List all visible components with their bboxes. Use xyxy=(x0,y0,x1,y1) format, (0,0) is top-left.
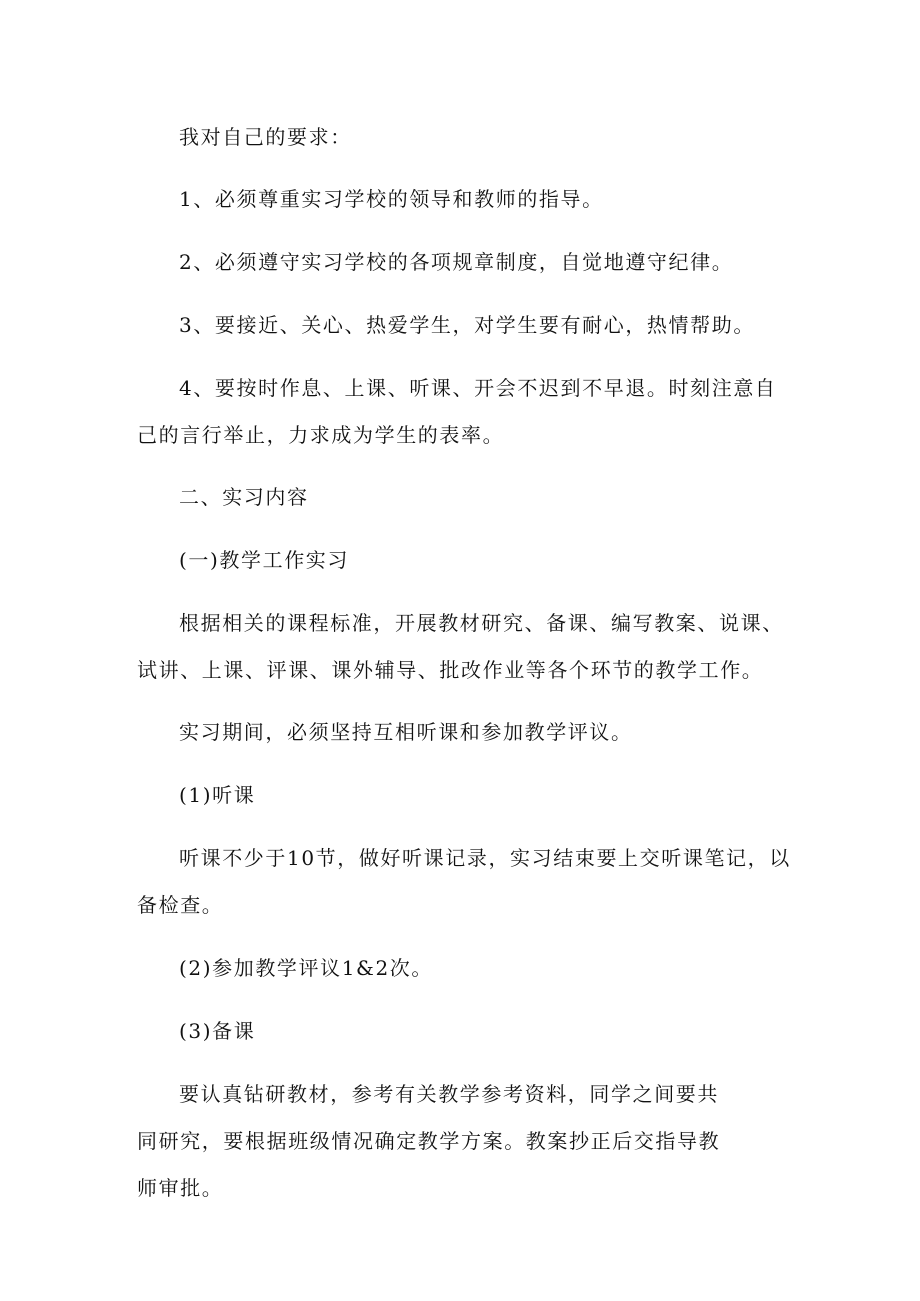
paragraph-observation-requirement: 听课不少于10节，做好听课记录，实习结束要上交听课笔记，以备检查。 xyxy=(137,846,791,917)
subsection-heading-teaching-practice: (一)教学工作实习 xyxy=(179,548,350,572)
paragraph-item-3: 3、要接近、关心、热爱学生，对学生要有耐心，热情帮助。 xyxy=(179,313,755,337)
paragraph-teaching-work: 根据相关的课程标准，开展教材研究、备课、编写教案、说课、试讲、上课、评课、课外辅导、批改作业等各个环节的教学工作。 xyxy=(137,611,784,682)
paragraph-item-2: 2、必须遵守实习学校的各项规章制度，自觉地遵守纪律。 xyxy=(179,250,734,274)
paragraph-self-requirements-heading: 我对自己的要求： xyxy=(179,125,352,149)
item-heading-teaching-evaluation: (2)参加教学评议1&2次。 xyxy=(179,956,433,980)
paragraph-mutual-observation: 实习期间，必须坚持互相听课和参加教学评议。 xyxy=(179,720,633,744)
item-heading-lesson-observation: (1)听课 xyxy=(179,783,256,807)
item-heading-lesson-preparation: (3)备课 xyxy=(179,1019,256,1043)
paragraph-item-4: 4、要按时作息、上课、听课、开会不迟到不早退。时刻注意自己的言行举止，力求成为学生的表率。 xyxy=(137,376,777,447)
section-heading-practice-content: 二、实习内容 xyxy=(179,485,309,509)
paragraph-preparation-requirement: 要认真钻研教材，参考有关教学参考资料，同学之间要共同研究，要根据班级情况确定教学方案。教案抄正后交指导教师审批。 xyxy=(137,1082,721,1200)
paragraph-item-1: 1、必须尊重实习学校的领导和教师的指导。 xyxy=(179,187,604,211)
